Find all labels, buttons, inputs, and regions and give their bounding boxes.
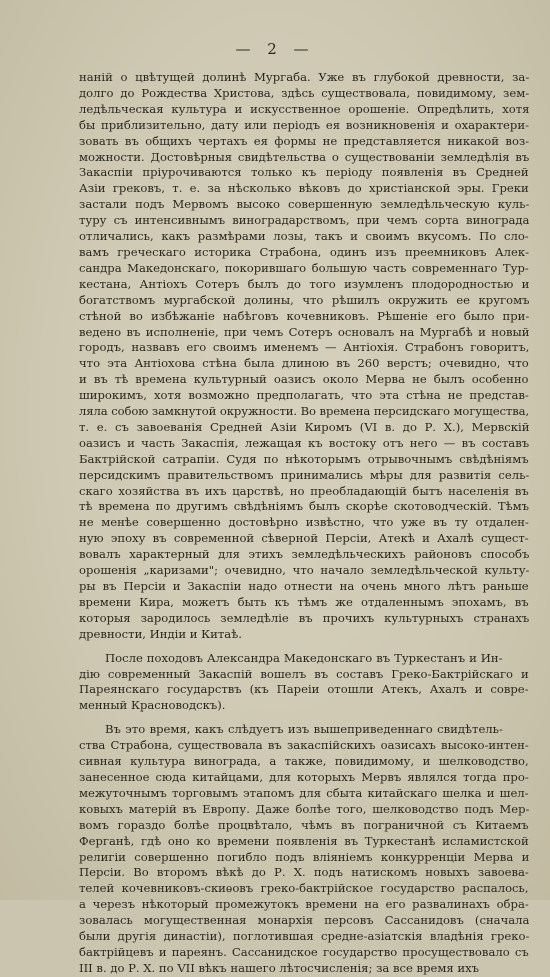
text-line: зовать въ общихъ чертахъ ея формы не представляется никакой воз- <box>79 133 529 148</box>
text-line: городъ, назвавъ его своимъ именемъ — Антіохія. Страбонъ говоритъ, <box>79 340 529 355</box>
text-line: долго до Рождества Христова, здѣсь существовала, повидимому, зем- <box>79 85 529 100</box>
text-line: и въ тѣ времена культурный оазисъ около Мерва не былъ особенно <box>79 372 529 387</box>
text-line: отличались, какъ размѣрами лозы, такъ и своимъ вкусомъ. По сло- <box>79 229 529 244</box>
text-line: стѣной во избѣжаніе набѣговъ кочевниковъ. Рѣшеніе его было при- <box>79 308 529 323</box>
text-line: ры въ Персіи и Закаспіи надо отнести на очень много лѣтъ раньше <box>79 579 529 593</box>
text-line: Ферганѣ, гдѣ оно ко времени появленія въ Туркестанѣ исламистской <box>79 833 529 848</box>
text-line: а черезъ нѣкоторый промежутокъ времени на его развалинахъ обра- <box>79 897 529 912</box>
text-line: Въ это время, какъ слѣдуетъ изъ вышеприведеннаго свидѣтель- <box>105 722 503 737</box>
text-line: III в. до Р. Х. по VII вѣкъ нашего лѣтосчисленія; за все время ихъ <box>79 960 480 975</box>
text-line: занесенное сюда китайцами, для которыхъ Мервъ являлся тогда про- <box>79 769 529 784</box>
text-line: ную эпоху въ современной сѣверной Персіи, Атекѣ и Ахалѣ сущест- <box>79 531 529 546</box>
text-line: вомъ гораздо болѣе процвѣтало, чѣмъ въ пограничной съ Китаемъ <box>79 817 529 832</box>
text-line: персидскимъ правительствомъ принимались мѣры для развитія сель- <box>79 467 529 482</box>
text-line: наній о цвѣтущей долинѣ Мургаба. Уже въ глубокой древности, за- <box>79 70 529 84</box>
text-line: Персіи. Во второмъ вѣкѣ до Р. Х. подъ натискомъ новыхъ завоева- <box>79 865 529 880</box>
text-line: т. е. съ завоеванія Средней Азіи Киромъ (VI в. до Р. Х.), Мервскій <box>79 419 529 434</box>
text-line: скаго хозяйства въ ихъ царствѣ, но преобладающій бытъ населенія въ <box>79 483 529 498</box>
page-number: — 2 — <box>235 40 315 58</box>
text-line: богатствомъ мургабской долины, что рѣшилъ окружить ее кругомъ <box>79 292 529 307</box>
text-line: сандра Македонскаго, покорившаго большую часть современнаго Тур- <box>79 260 529 275</box>
text-line: туру съ интенсивнымъ виноградарствомъ, при чемъ сорта винограда <box>79 213 529 228</box>
paragraph-2 <box>79 651 529 715</box>
text-line: бы приблизительно, дату или періодъ ея возникновенія и охарактери- <box>79 117 529 132</box>
text-line: можности. Достовѣрныя свидѣтельства о существованіи земледѣлія въ <box>79 149 529 164</box>
text-line: были другія династіи), поглотившая средне-азіатскія владѣнія греко- <box>79 929 529 944</box>
text-line: После походовъ Александра Македонскаго въ Туркестанъ и Ин- <box>105 650 503 665</box>
text-line: ляла собою замкнутой окружности. Во времена персидскаго могущества, <box>79 404 529 419</box>
text-line: дію современный Закаспій вошелъ въ составъ Греко-Бактрійскаго и <box>79 666 529 681</box>
text-line: религіи совершенно погибло подъ вліяніемъ конкурренціи Мерва и <box>79 849 529 864</box>
text-line: зовалась могущественная монархія персовъ Сассанидовъ (сначала <box>79 913 529 928</box>
text-line: застали подъ Мервомъ высоко совершенную земледѣльческую куль- <box>79 197 529 212</box>
text-line: ства Страбона, существовала въ закаспійскихъ оазисахъ высоко-интен- <box>79 738 529 753</box>
text-line: межуточнымъ торговымъ этапомъ для сбыта китайскаго шелка и шел- <box>79 785 529 800</box>
text-line: оазисъ и часть Закаспія, лежащая къ востоку отъ него — въ составъ <box>79 435 529 450</box>
text-line: широкимъ, хотя возможно предполагать, что эта стѣна не представ- <box>79 388 529 403</box>
text-line: вамъ греческаго историка Страбона, одинъ изъ преемниковъ Алек- <box>79 244 529 259</box>
text-line: Закаспіи пріурочиваются только къ періоду появленія въ Средней <box>79 165 529 180</box>
text-line: Бактрійской сатрапіи. Судя по нѣкоторымъ отрывочнымъ свѣдѣніямъ <box>79 451 529 466</box>
text-line: менный Красноводскъ). <box>79 698 226 713</box>
text-line: тѣ времена по другимъ свѣдѣніямъ былъ скорѣе скотоводческій. Тѣмъ <box>79 499 529 514</box>
text-line: бактрійцевъ и пареянъ. Сассанидское государство просуществовало съ <box>79 944 529 959</box>
text-line: Пареянскаго государствъ (къ Пареіи отошли Атекъ, Ахалъ и совре- <box>79 682 529 697</box>
text-line: времени Кира, можетъ быть къ тѣмъ же отдаленнымъ эпохамъ, въ <box>79 594 529 609</box>
text-line: ведено въ исполненіе, при чемъ Сотеръ основалъ на Мургабѣ и новый <box>79 324 529 339</box>
text-line: не менѣе совершенно достовѣрно извѣстно, что уже въ ту отдален- <box>79 515 529 530</box>
text-line: которыя зародилось земледѣліе въ прочихъ культурныхъ странахъ <box>79 610 529 625</box>
text-line: сивная культура винограда, а также, повидимому, и шелководство, <box>79 754 529 769</box>
paragraph-1 <box>79 70 529 643</box>
text-line: Азіи грековъ, т. е. за нѣсколько вѣковъ до христіанской эры. Греки <box>79 181 529 196</box>
paragraph-3 <box>79 722 529 977</box>
text-line: что эта Антіохова стѣна была длиною въ 260 верстъ; очевидно, что <box>79 356 529 371</box>
text-line: древности, Индіи и Китаѣ. <box>79 626 242 641</box>
text-line: ковыхъ матерій въ Европу. Даже болѣе того, шелководство подъ Мер- <box>79 801 529 816</box>
text-line: кестана, Антіохъ Сотеръ былъ до того изумленъ плодородностью и <box>79 276 529 291</box>
text-line: вовалъ характерный для этихъ земледѣльческихъ районовъ способъ <box>79 547 529 562</box>
text-line: телей кочевниковъ-скиѳовъ греко-бактрійское государство распалось, <box>79 881 529 896</box>
document-body <box>79 70 529 977</box>
text-line: ледѣльческая культура и искусственное орошеніе. Опредѣлить, хотя <box>79 101 529 116</box>
text-line: орошенія „каризами"; очевидно, что начало земледѣльческой культу- <box>79 563 529 578</box>
